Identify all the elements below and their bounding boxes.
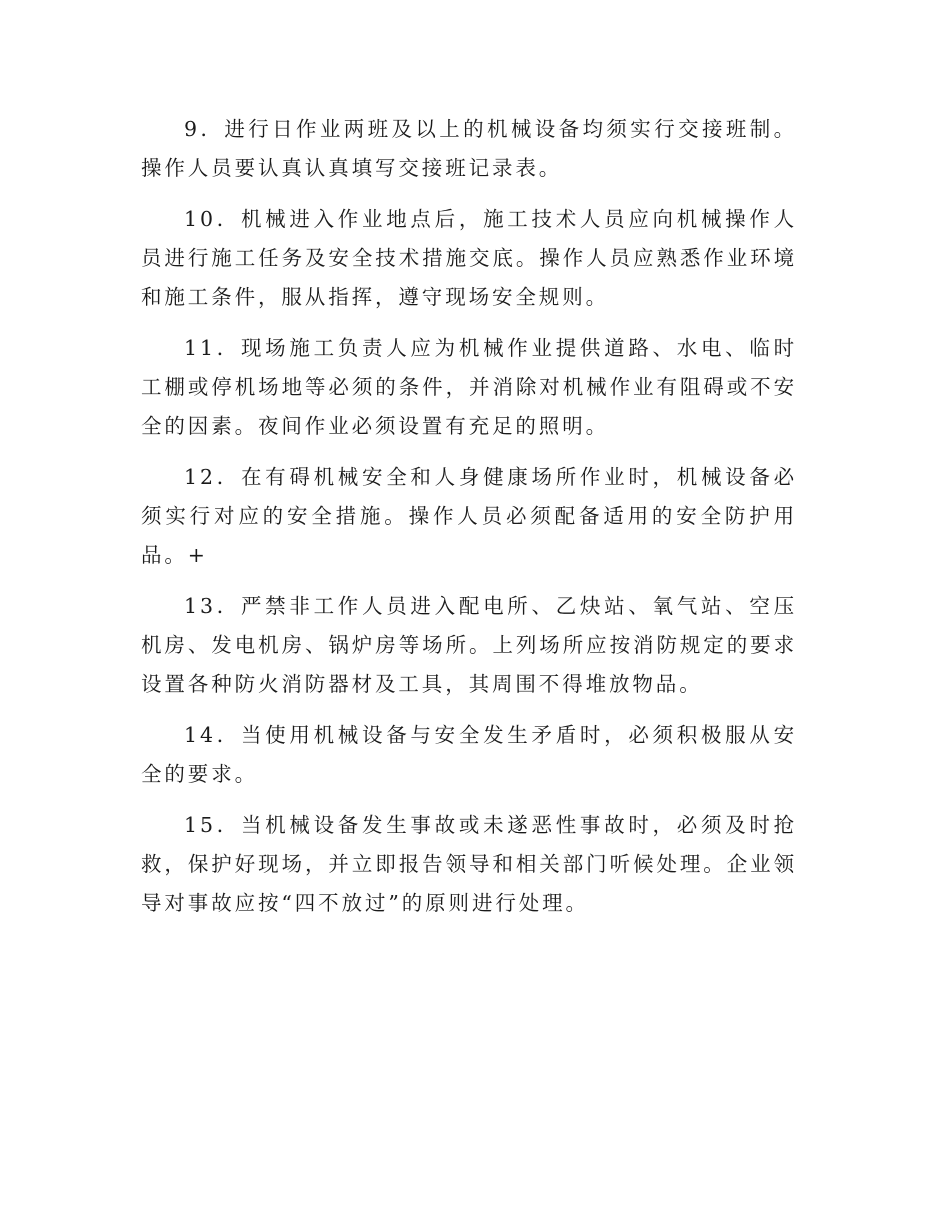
paragraph-9: 9．进行日作业两班及以上的机械设备均须实行交接班制。操作人员要认真认真填写交接班记录表。 (141, 117, 797, 180)
paragraph-10: 10．机械进入作业地点后，施工技术人员应向机械操作人员进行施工任务及安全技术措施交底。操作人员应熟悉作业环境和施工条件，服从指挥，遵守现场安全规则。 (141, 207, 797, 309)
document-body (141, 110, 797, 935)
paragraph-12: 12．在有碍机械安全和人身健康场所作业时，机械设备必须实行对应的安全措施。操作人员必须配备适用的安全防护用品。+ (141, 465, 797, 567)
paragraph-13: 13．严禁非工作人员进入配电所、乙炔站、氧气站、空压机房、发电机房、锅炉房等场所。上列场所应按消防规定的要求设置各种防火消防器材及工具，其周围不得堆放物品。 (141, 594, 797, 696)
paragraph-14: 14．当使用机械设备与安全发生矛盾时，必须积极服从安全的要求。 (141, 723, 797, 786)
paragraph-15: 15．当机械设备发生事故或未遂恶性事故时，必须及时抢救，保护好现场，并立即报告领导和相关部门听候处理。企业领导对事故应按“四不放过”的原则进行处理。 (141, 813, 797, 915)
paragraph-11: 11．现场施工负责人应为机械作业提供道路、水电、临时工棚或停机场地等必须的条件，并消除对机械作业有阻碍或不安全的因素。夜间作业必须设置有充足的照明。 (141, 336, 797, 438)
